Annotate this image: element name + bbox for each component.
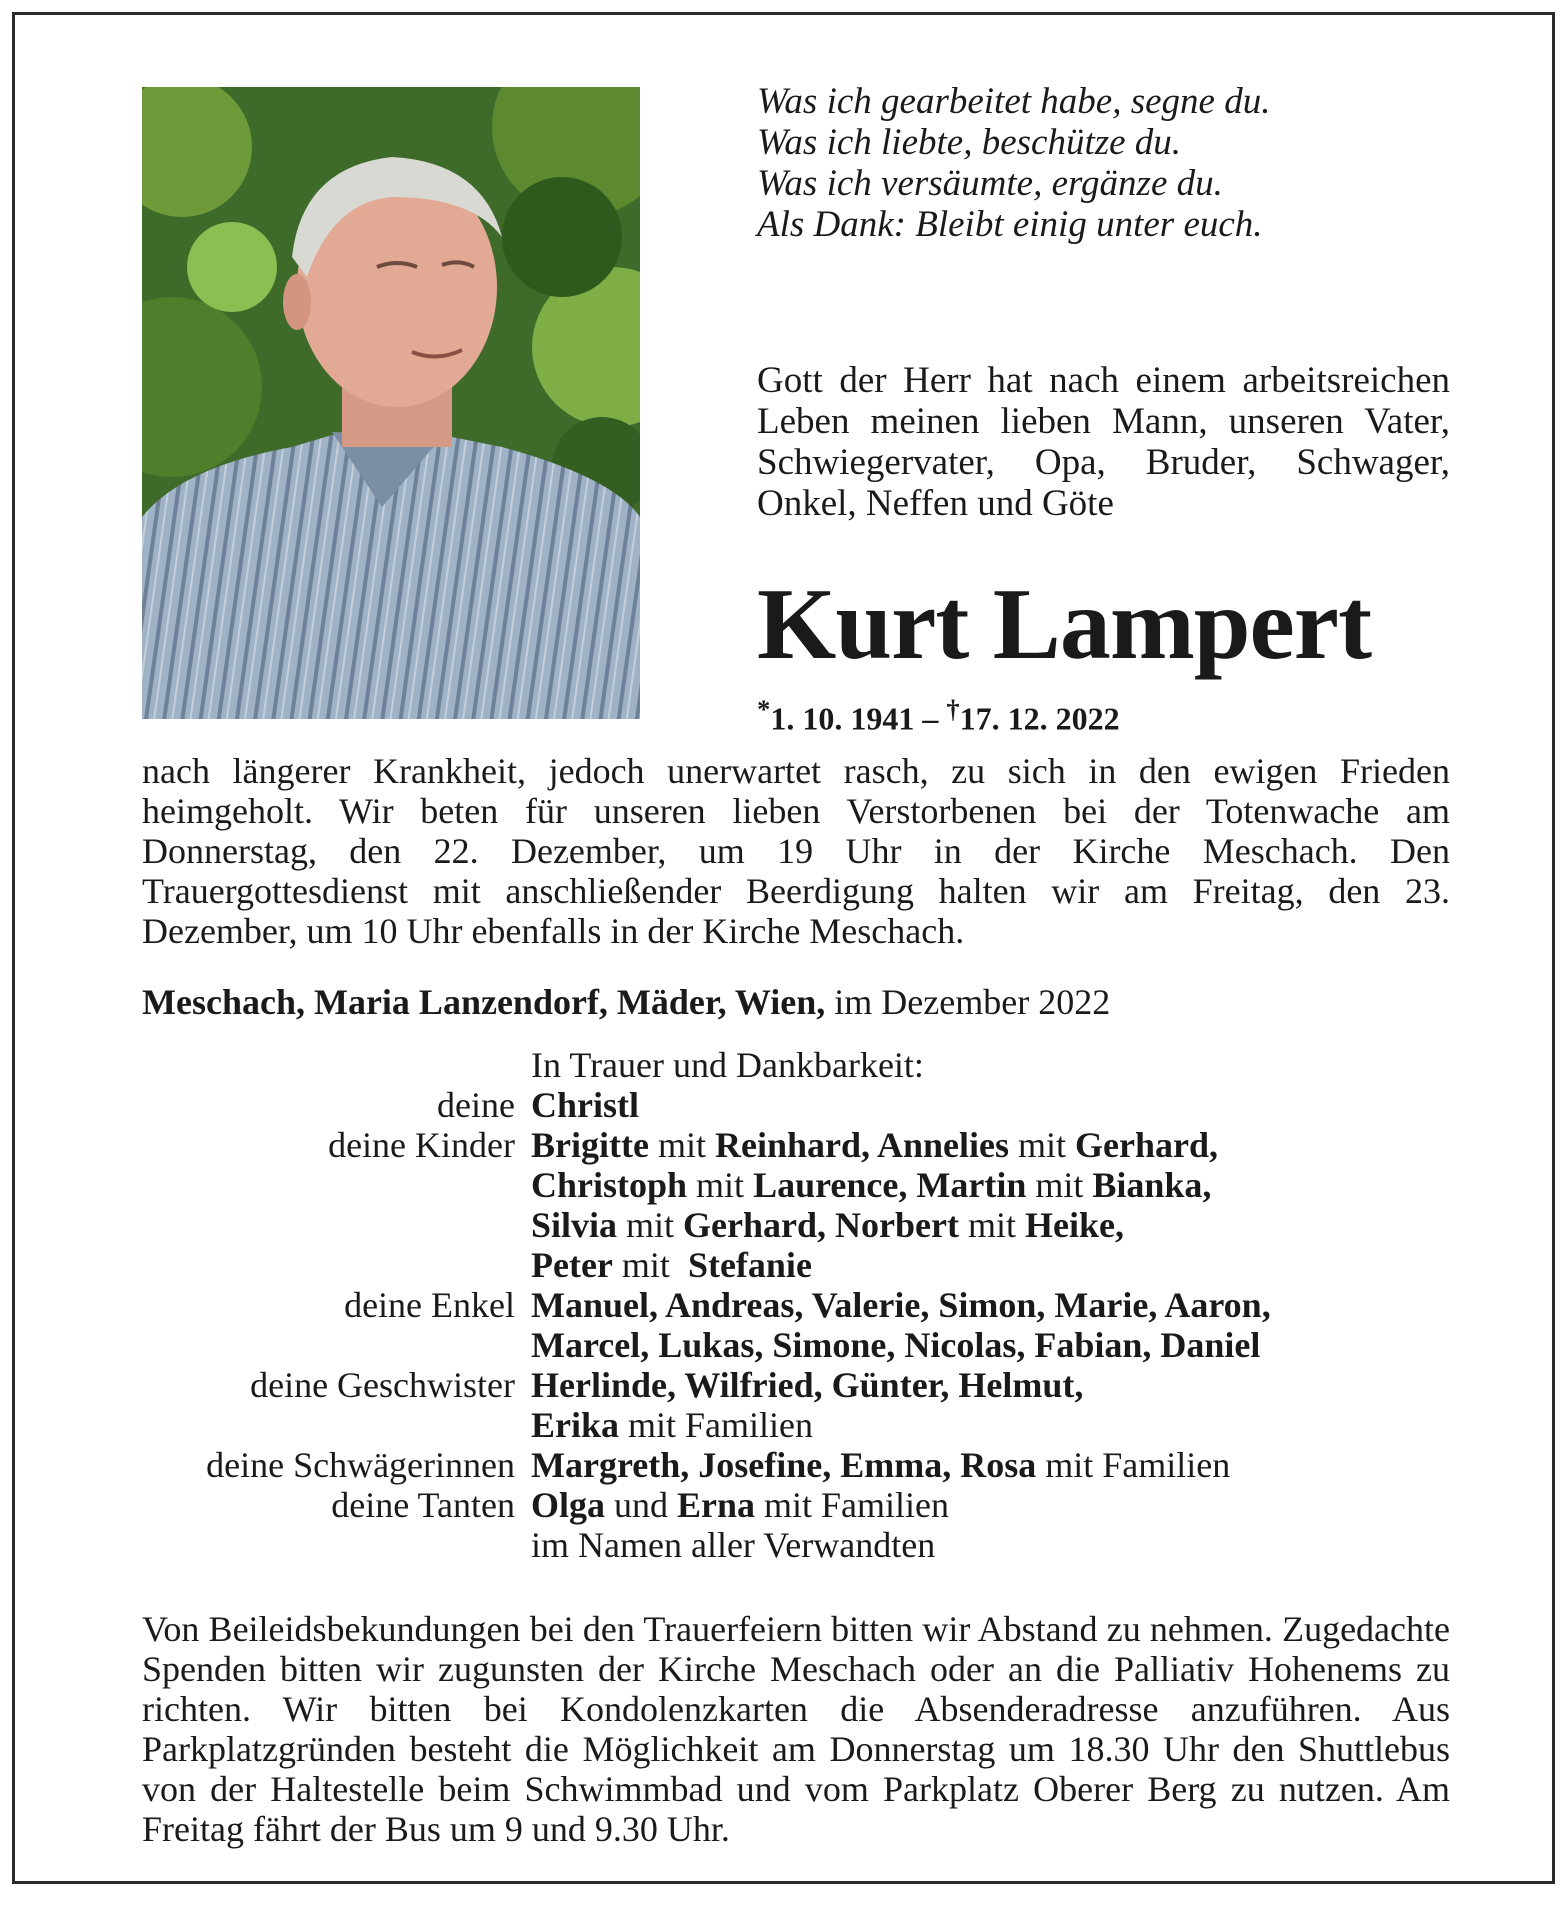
death-date: 17. 12. 2022 [959, 700, 1120, 737]
connector-text: mit Familien [1036, 1445, 1231, 1485]
motto-line: Was ich versäumte, ergänze du. [757, 163, 1223, 204]
mourner-group [142, 1445, 1450, 1485]
death-symbol: † [946, 694, 960, 724]
mourner-group [142, 1285, 1450, 1365]
mourner-group-label: deine [437, 1085, 515, 1125]
mourner-line [531, 1485, 1450, 1525]
life-dates [757, 691, 1120, 737]
mourner-group-label: deine Kinder [328, 1125, 515, 1165]
mourner-names [531, 1485, 1450, 1565]
mourner-group [142, 1485, 1450, 1565]
mourner-line [531, 1205, 1450, 1245]
mourner-name: Reinhard, Annelies [714, 1125, 1010, 1165]
motto-line: Als Dank: Bleibt einig unter euch. [757, 204, 1263, 245]
mourner-names [531, 1445, 1450, 1485]
mourner-line [531, 1525, 1450, 1565]
mourner-group-label: deine Enkel [344, 1285, 515, 1325]
mourner-name: Heike, [1025, 1205, 1124, 1245]
mourner-name: Christl [531, 1085, 639, 1125]
mourner-name: Gerhard, [1075, 1125, 1219, 1165]
mourner-name: Brigitte [531, 1125, 649, 1165]
mourner-line [531, 1405, 1450, 1445]
notice-date: im Dezember 2022 [834, 982, 1111, 1022]
mourner-names [531, 1365, 1450, 1445]
mourner-line [531, 1165, 1450, 1205]
mourner-name: Gerhard, Norbert [683, 1205, 959, 1245]
mourner-line [531, 1325, 1450, 1365]
mourner-name: Olga [531, 1485, 606, 1525]
mourner-group [142, 1365, 1450, 1445]
places: Meschach, Maria Lanzendorf, Mäder, Wien, [142, 982, 826, 1022]
birth-date: 1. 10. 1941 [770, 700, 915, 737]
mourner-name: Herlinde, Wilfried, Günter, Helmut, [531, 1365, 1084, 1405]
mourner-group-label: deine Geschwister [250, 1365, 515, 1405]
motto-line: Was ich gearbeitet habe, segne du. [757, 81, 1271, 122]
mourners-list [142, 1085, 1450, 1565]
mourner-name: Manuel, Andreas, Valerie, Simon, Marie, Aaron, [531, 1285, 1271, 1325]
mourner-name: Christoph [531, 1165, 688, 1205]
mourner-line [531, 1125, 1450, 1165]
deceased-name: Kurt Lampert [757, 568, 1372, 681]
mourner-line [531, 1445, 1450, 1485]
date-separator: – [922, 700, 939, 737]
mourner-line [531, 1365, 1450, 1405]
mourner-names [531, 1285, 1450, 1365]
connector-text: mit [648, 1125, 715, 1165]
connector-text: mit [687, 1165, 754, 1205]
motto-line: Was ich liebte, beschütze du. [757, 122, 1182, 163]
connector-text: im Namen aller Verwandten [531, 1525, 936, 1565]
mourner-names [531, 1125, 1450, 1285]
closing-label: In Trauer und Dankbarkeit: [531, 1045, 924, 1085]
mourner-group [142, 1125, 1450, 1285]
mourner-name: Bianka, [1092, 1165, 1212, 1205]
footer-notice: Von Beileidsbekundungen bei den Trauerfeiern bitten wir Abstand zu nehmen. Zugedachte Spenden bitten wir zugunsten der Kirche Meschach oder an die Palliativ Hohenems zu richten. Wir bitten bei Kondolenzkarten die Absenderadresse anzuführen. Aus Parkplatzgründen besteht die Möglichkeit am Donnerstag um 18.30 Uhr den Shuttlebus von der Haltestelle beim Schwimmbad und vom Parkplatz Oberer Berg zu nutzen. Am Freitag fährt der Bus um 9 und 9.30 Uhr. [142, 1609, 1450, 1849]
birth-symbol: * [757, 694, 771, 724]
mourner-line [531, 1245, 1450, 1285]
mourner-group-label: deine Schwägerinnen [206, 1445, 515, 1485]
mourner-name: Erika [531, 1405, 620, 1445]
mourner-name: Erna [677, 1485, 756, 1525]
connector-text: mit Familien [755, 1485, 950, 1525]
connector-text: und [605, 1485, 678, 1525]
connector-text: mit [958, 1205, 1025, 1245]
mourner-name: Silvia [531, 1205, 618, 1245]
connector-text: mit Familien [619, 1405, 814, 1445]
mourners-section [142, 1045, 1450, 1565]
mourner-line [531, 1285, 1450, 1325]
motto-verse [757, 81, 1270, 245]
intro-paragraph: Gott der Herr hat nach einem arbeitsreichen Leben meinen lieben Mann, unseren Vater, Schwiegervater, Opa, Bruder, Schwager, Onkel, Neffen und Göte [757, 360, 1450, 524]
mourner-group-label: deine Tanten [331, 1485, 515, 1525]
mourner-name: Stefanie [687, 1245, 812, 1285]
announcement-paragraph: nach längerer Krankheit, jedoch unerwartet rasch, zu sich in den ewigen Frieden heimgeholt. Wir beten für unseren lieben Verstorbenen bei der Totenwache am Donnerstag, den 22. Dezember, um 19 Uhr in der Kirche Meschach. Den Trauergottesdienst mit anschließender Beerdigung halten wir am Freitag, den 23. Dezember, um 10 Uhr ebenfalls in der Kirche Meschach. [142, 751, 1450, 951]
connector-text: mit [1026, 1165, 1093, 1205]
obituary-notice [12, 12, 1555, 1884]
connector-text: mit [617, 1205, 684, 1245]
mourner-name: Peter [531, 1245, 613, 1285]
mourner-name: Margreth, Josefine, Emma, Rosa [531, 1445, 1037, 1485]
connector-text: mit [1009, 1125, 1076, 1165]
connector-text: mit [612, 1245, 688, 1285]
mourner-names [531, 1085, 1450, 1125]
mourner-line [531, 1085, 1450, 1125]
mourner-group [142, 1085, 1450, 1125]
mourner-name: Laurence, Martin [753, 1165, 1027, 1205]
portrait-photo [142, 87, 640, 719]
place-date-line [142, 982, 1110, 1022]
mourner-name: Marcel, Lukas, Simone, Nicolas, Fabian, Daniel [531, 1325, 1261, 1365]
